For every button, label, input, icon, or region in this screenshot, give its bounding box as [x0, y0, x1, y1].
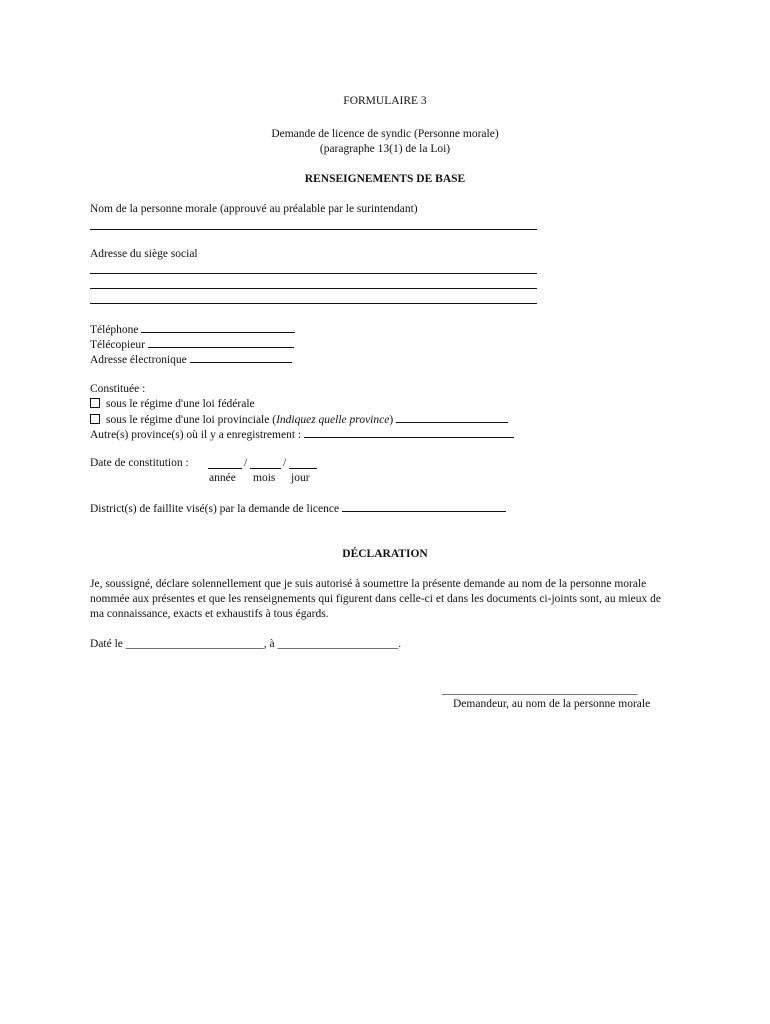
- telephone-row: [90, 322, 295, 337]
- head-office-line-2[interactable]: [90, 288, 537, 289]
- date-separator-2: /: [283, 457, 287, 469]
- declaration-text: Je, soussigné, déclare solennellement que je suis autorisé à soumettre la présente demande au nom de la personne morale nommée aux présentes et que les renseignements qui figurent dans celle-ci et dans les documents ci-joints sont, au mieux de ma connaissance, exacts et exhaustifs à tous égards.: [90, 578, 662, 620]
- districts-row: [90, 501, 506, 516]
- basic-info-heading: RENSEIGNEMENTS DE BASE: [304, 173, 466, 185]
- head-office-line-3[interactable]: [90, 303, 537, 304]
- province-field[interactable]: [396, 412, 508, 423]
- federal-option-row: [90, 397, 255, 411]
- fax-field[interactable]: [148, 337, 294, 348]
- provincial-checkbox[interactable]: [90, 414, 100, 424]
- telephone-label: Téléphone: [90, 324, 139, 336]
- signature-caption: Demandeur, au nom de la personne morale: [453, 698, 651, 710]
- form-number: FORMULAIRE 3: [343, 95, 427, 107]
- constitution-date-label: Date de constitution :: [90, 457, 189, 469]
- federal-option-label: sous le régime d'une loi fédérale: [106, 398, 255, 410]
- email-label: Adresse électronique: [90, 354, 187, 366]
- provincial-option-row: [90, 412, 508, 427]
- corporation-name-field[interactable]: [90, 229, 537, 230]
- districts-field[interactable]: [342, 501, 506, 512]
- declaration-heading: DÉCLARATION: [342, 548, 428, 560]
- signature-line[interactable]: __________________________________: [442, 684, 638, 696]
- other-provinces-row: [90, 427, 514, 442]
- year-field[interactable]: [208, 458, 242, 469]
- month-field[interactable]: [250, 458, 281, 469]
- head-office-label: Adresse du siège social: [90, 248, 198, 260]
- dated-line[interactable]: Daté le ________________________, à _____________________.: [90, 638, 402, 650]
- districts-label: District(s) de faillite visé(s) par la demande de licence: [90, 503, 340, 515]
- email-field[interactable]: [190, 352, 292, 363]
- telephone-field[interactable]: [141, 322, 295, 333]
- provincial-option-label: sous le régime d'une loi provinciale (: [106, 414, 277, 426]
- day-field[interactable]: [289, 458, 317, 469]
- year-caption: année: [209, 472, 236, 484]
- other-provinces-field[interactable]: [304, 427, 514, 438]
- month-caption: mois: [253, 472, 276, 484]
- fax-label: Télécopieur: [90, 339, 145, 351]
- form-title: Demande de licence de syndic (Personne morale): [271, 128, 499, 140]
- other-provinces-label: Autre(s) province(s) où il y a enregistrement :: [90, 429, 302, 441]
- form-subtitle: (paragraphe 13(1) de la Loi): [319, 143, 451, 155]
- fax-row: [90, 337, 294, 352]
- date-separator-1: /: [244, 457, 248, 469]
- constituted-label: Constituée :: [90, 383, 146, 395]
- provincial-close: ): [389, 414, 394, 426]
- email-row: [90, 352, 292, 367]
- corporation-name-label: Nom de la personne morale (approuvé au préalable par le surintendant): [90, 203, 418, 215]
- day-caption: jour: [291, 472, 310, 484]
- head-office-line-1[interactable]: [90, 273, 537, 274]
- provincial-hint: Indiquez quelle province: [276, 414, 390, 426]
- federal-checkbox[interactable]: [90, 398, 100, 408]
